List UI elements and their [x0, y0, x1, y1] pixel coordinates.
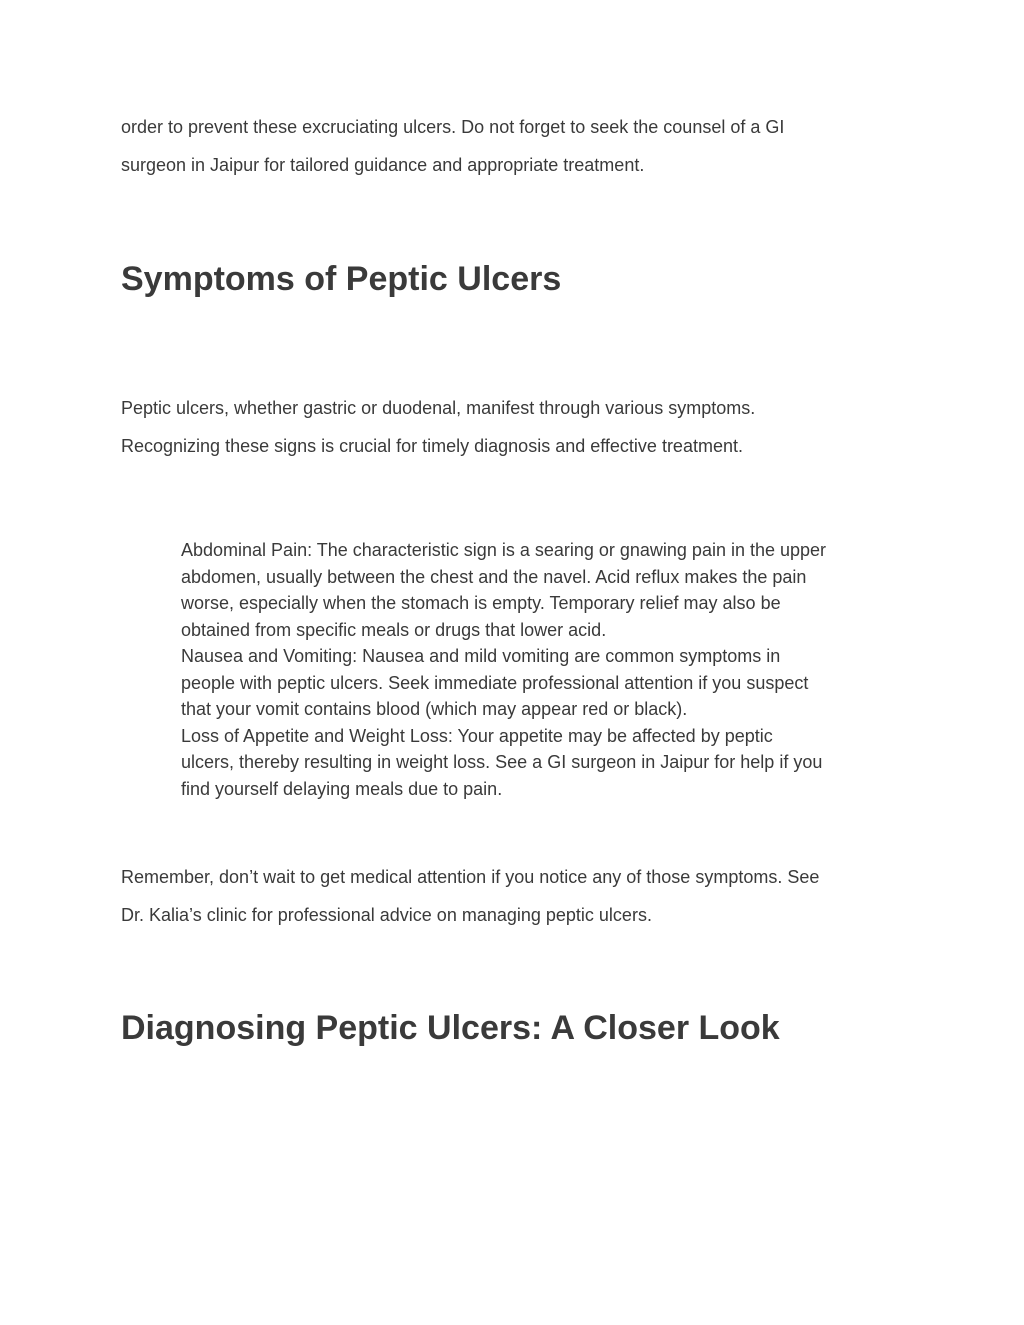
- section-heading-diagnosing: Diagnosing Peptic Ulcers: A Closer Look: [121, 1009, 780, 1047]
- intro-paragraph: [121, 108, 921, 184]
- symptoms-list: [181, 537, 921, 802]
- text-line: Loss of Appetite and Weight Loss: Your appetite may be affected by peptic: [181, 725, 773, 746]
- text-line: Abdominal Pain: The characteristic sign is a searing or gnawing pain in the upper: [181, 540, 827, 560]
- text-line: abdomen, usually between the chest and the navel. Acid reflux makes the pain: [181, 566, 807, 587]
- text-line: find yourself delaying meals due to pain.: [181, 778, 503, 799]
- text-line: obtained from specific meals or drugs that lower acid.: [181, 619, 607, 640]
- text-line: order to prevent these excruciating ulcers. Do not forget to seek the counsel of a GI: [121, 117, 785, 137]
- list-item-appetite-weight-loss: [181, 723, 921, 803]
- text-line: surgeon in Jaipur for tailored guidance and appropriate treatment.: [121, 155, 645, 175]
- list-item-nausea-vomiting: [181, 643, 921, 723]
- symptoms-intro-paragraph: [121, 389, 921, 465]
- text-line: Recognizing these signs is crucial for timely diagnosis and effective treatment.: [121, 436, 743, 456]
- text-line: Remember, don’t wait to get medical attention if you notice any of those symptoms. See: [121, 867, 820, 887]
- text-line: Dr. Kalia’s clinic for professional advice on managing peptic ulcers.: [121, 905, 652, 925]
- text-line: Nausea and Vomiting: Nausea and mild vomiting are common symptoms in: [181, 646, 781, 666]
- text-line: ulcers, thereby resulting in weight loss. See a GI surgeon in Jaipur for help if you: [181, 752, 823, 772]
- text-line: worse, especially when the stomach is empty. Temporary relief may also be: [181, 593, 781, 613]
- text-line: people with peptic ulcers. Seek immediate professional attention if you suspect: [181, 672, 809, 693]
- section-heading-symptoms: Symptoms of Peptic Ulcers: [121, 260, 562, 298]
- list-item-abdominal-pain: [181, 537, 921, 643]
- text-line: that your vomit contains blood (which may appear red or black).: [181, 699, 688, 719]
- closing-paragraph: [121, 858, 921, 934]
- text-line: Peptic ulcers, whether gastric or duodenal, manifest through various symptoms.: [121, 398, 756, 418]
